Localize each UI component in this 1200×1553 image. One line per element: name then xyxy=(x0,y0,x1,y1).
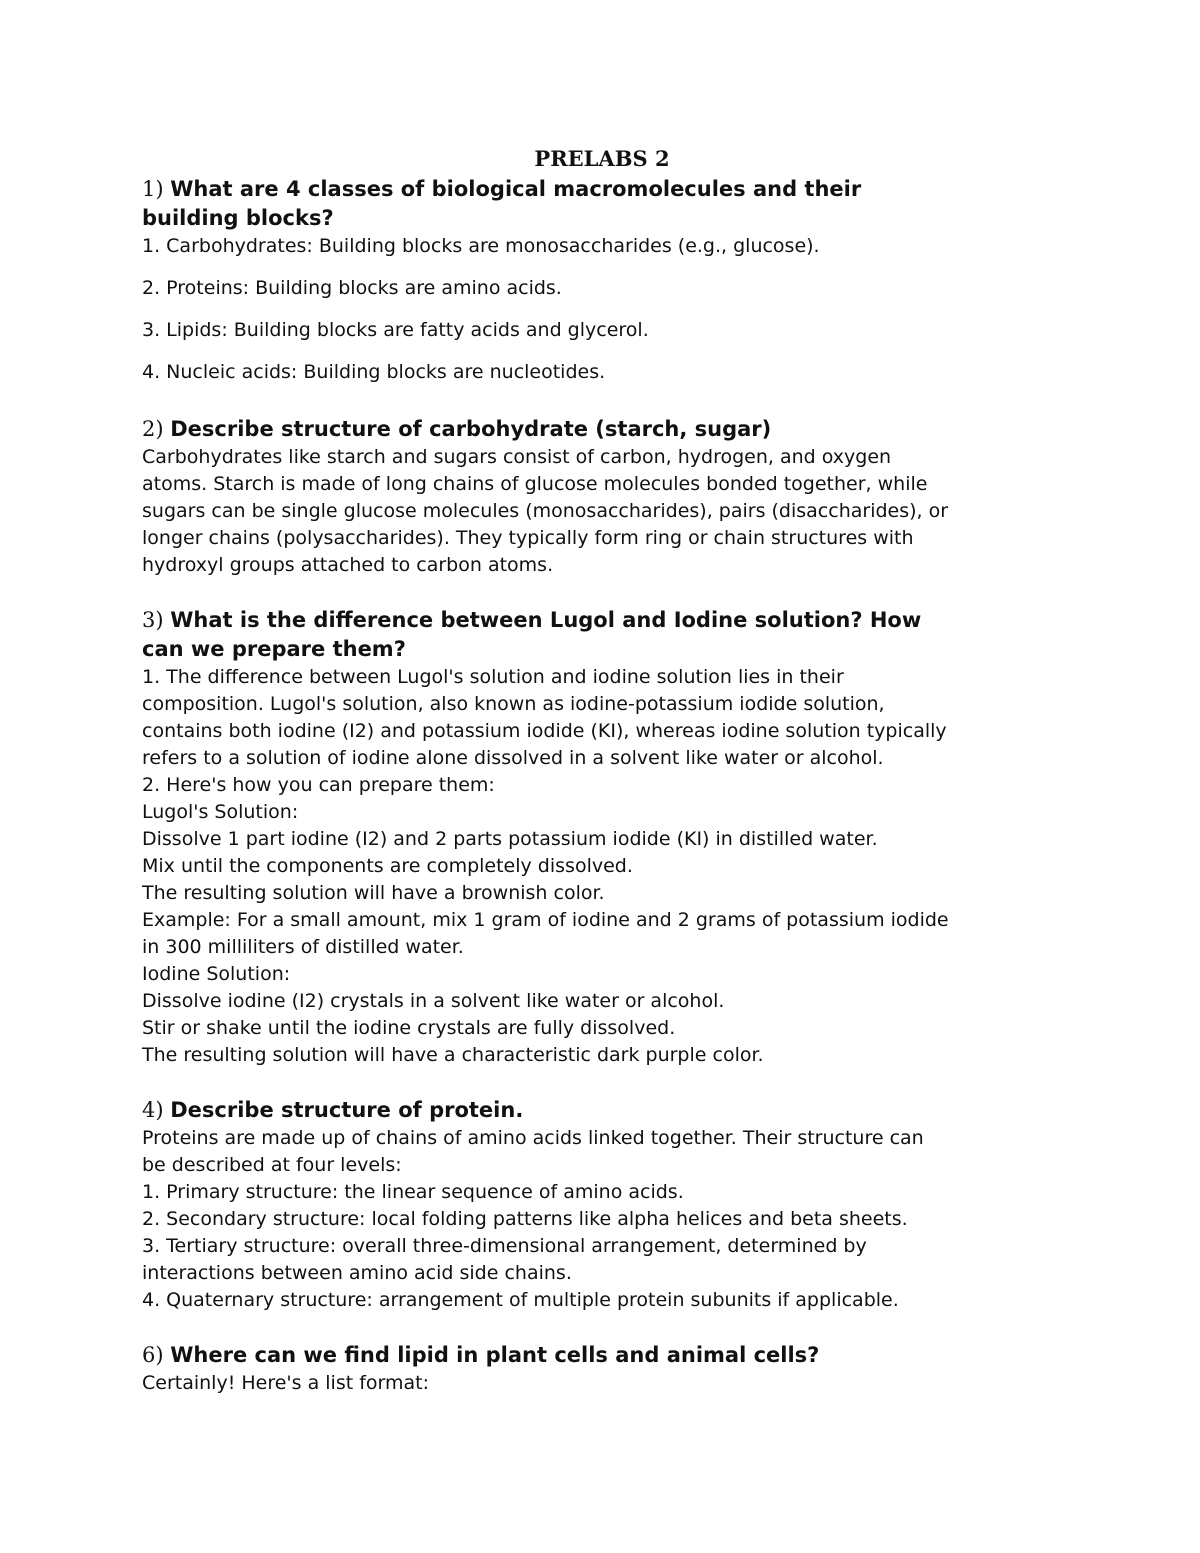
answer-line: Example: For a small amount, mix 1 gram of iodine and 2 grams of potassium iodide xyxy=(142,909,949,931)
answer-line: refers to a solution of iodine alone dissolved in a solvent like water or alcohol. xyxy=(142,747,884,769)
question-text: What is the difference between Lugol and Iodine solution? How xyxy=(170,608,922,632)
answer-line: composition. Lugol's solution, also known as iodine-potassium iodide solution, xyxy=(142,693,885,715)
answer-line: Iodine Solution: xyxy=(142,963,291,985)
answer-line: Certainly! Here's a list format: xyxy=(142,1372,430,1394)
question-number: 2) xyxy=(142,417,164,441)
answer-line: in 300 milliliters of distilled water. xyxy=(142,936,464,958)
question-text: Describe structure of carbohydrate (starch, sugar) xyxy=(170,417,772,441)
answer-line: Proteins are made up of chains of amino acids linked together. Their structure can xyxy=(142,1127,924,1149)
answer-line: interactions between amino acid side chains. xyxy=(142,1262,572,1284)
answer-line: atoms. Starch is made of long chains of glucose molecules bonded together, while xyxy=(142,473,928,495)
document-page xyxy=(142,145,1062,1397)
section-3 xyxy=(142,606,1062,1069)
answer-line: be described at four levels: xyxy=(142,1154,402,1176)
question-text: building blocks? xyxy=(142,206,334,230)
answer-line: Mix until the components are completely dissolved. xyxy=(142,855,633,877)
section-4 xyxy=(142,1096,1062,1314)
question-4 xyxy=(142,1096,1062,1125)
page-title: PRELABS 2 xyxy=(534,146,670,171)
section-1 xyxy=(142,175,1062,386)
answer-line: contains both iodine (I2) and potassium iodide (KI), whereas iodine solution typically xyxy=(142,720,947,742)
answer-line: 2. Secondary structure: local folding patterns like alpha helices and beta sheets. xyxy=(142,1208,908,1230)
question-number: 6) xyxy=(142,1343,164,1367)
section-6 xyxy=(142,1341,1062,1397)
question-2 xyxy=(142,415,1062,444)
question-text: Describe structure of protein. xyxy=(170,1098,524,1122)
answer-line: 1. Primary structure: the linear sequence of amino acids. xyxy=(142,1181,684,1203)
answer-line: 2. Proteins: Building blocks are amino acids. xyxy=(142,277,562,299)
answer-line: The resulting solution will have a characteristic dark purple color. xyxy=(142,1044,764,1066)
answer-line: hydroxyl groups attached to carbon atoms. xyxy=(142,554,554,576)
question-1-cont xyxy=(142,204,1062,233)
answer-line: Dissolve iodine (I2) crystals in a solvent like water or alcohol. xyxy=(142,990,725,1012)
question-number: 1) xyxy=(142,177,164,201)
question-text: Where can we find lipid in plant cells and animal cells? xyxy=(170,1343,820,1367)
question-text: can we prepare them? xyxy=(142,637,406,661)
answer-line: 4. Nucleic acids: Building blocks are nucleotides. xyxy=(142,361,606,383)
section-2 xyxy=(142,415,1062,579)
question-1 xyxy=(142,175,1062,204)
question-number: 3) xyxy=(142,608,164,632)
answer-line: Dissolve 1 part iodine (I2) and 2 parts potassium iodide (KI) in distilled water. xyxy=(142,828,878,850)
question-3-cont xyxy=(142,635,1062,664)
answer-line: Stir or shake until the iodine crystals are fully dissolved. xyxy=(142,1017,676,1039)
question-number: 4) xyxy=(142,1098,164,1122)
answer-line: sugars can be single glucose molecules (monosaccharides), pairs (disaccharides), or xyxy=(142,500,949,522)
answer-line: 4. Quaternary structure: arrangement of multiple protein subunits if applicable. xyxy=(142,1289,899,1311)
answer-line: Lugol's Solution: xyxy=(142,801,299,823)
answer-line: 2. Here's how you can prepare them: xyxy=(142,774,495,796)
answer-line: 3. Tertiary structure: overall three-dimensional arrangement, determined by xyxy=(142,1235,867,1257)
answer-line: Carbohydrates like starch and sugars consist of carbon, hydrogen, and oxygen xyxy=(142,446,892,468)
question-6 xyxy=(142,1341,1062,1370)
answer-line: 1. Carbohydrates: Building blocks are monosaccharides (e.g., glucose). xyxy=(142,235,820,257)
answer-line: 1. The difference between Lugol's solution and iodine solution lies in their xyxy=(142,666,844,688)
answer-line: The resulting solution will have a brownish color. xyxy=(142,882,605,904)
answer-line: 3. Lipids: Building blocks are fatty acids and glycerol. xyxy=(142,319,649,341)
question-3 xyxy=(142,606,1062,635)
answer-1 xyxy=(142,233,1062,386)
answer-line: longer chains (polysaccharides). They typically form ring or chain structures with xyxy=(142,527,914,549)
question-text: What are 4 classes of biological macromolecules and their xyxy=(170,177,862,201)
